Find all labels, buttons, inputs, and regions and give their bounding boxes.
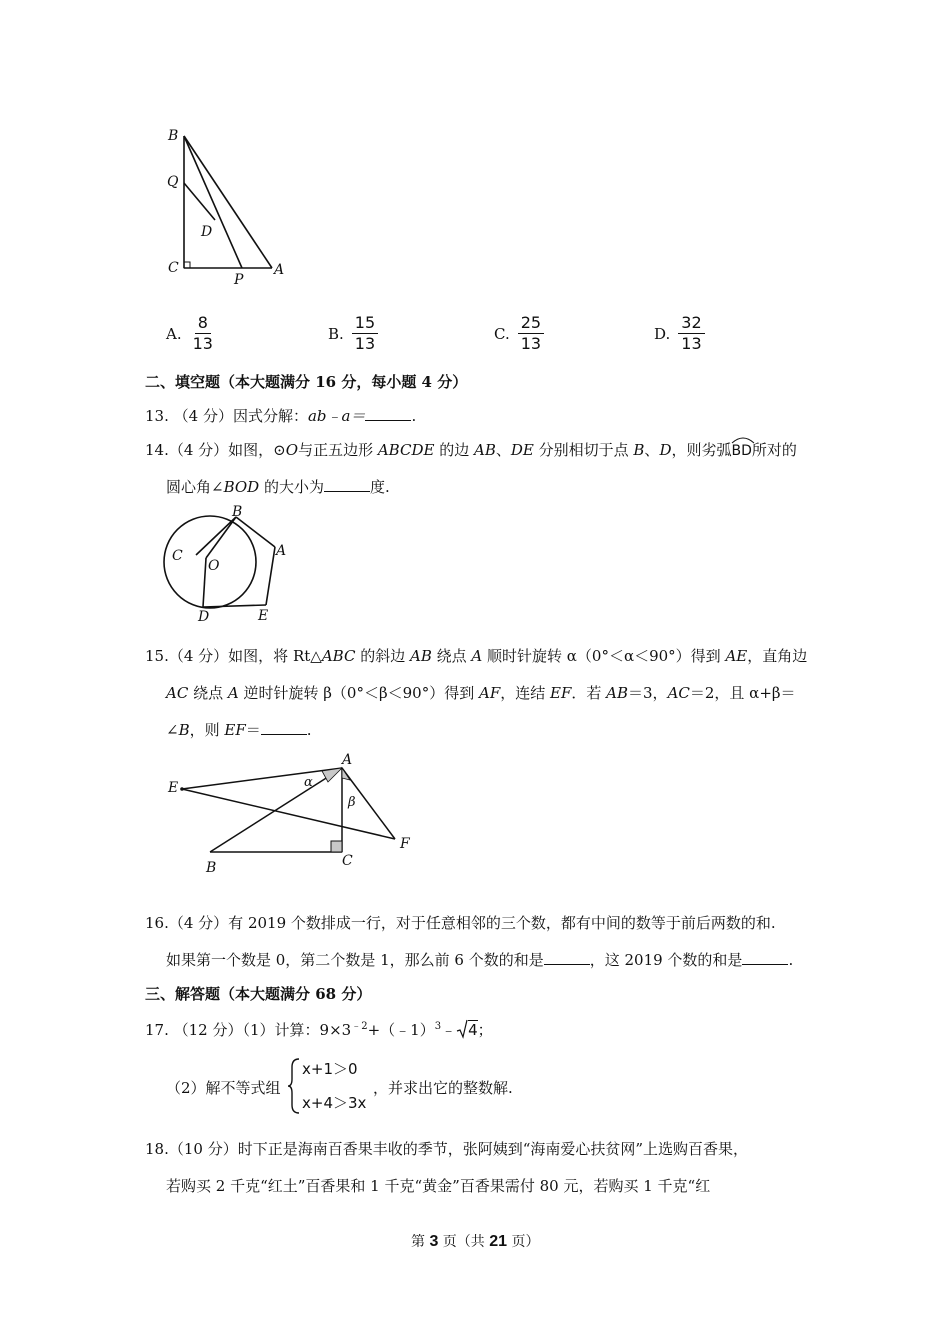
answer-blank[interactable] [544,949,590,965]
sqrt-symbol: 4 [456,1019,478,1039]
question-17-part-2-label: （2）解不等式组 [166,1079,281,1097]
fig15-label-alpha: α [304,775,313,790]
question-17-part-2-text: ，并求出它的整数解. [373,1079,513,1097]
option-letter: B. [328,324,344,343]
question-15-line-3: ∠B，则 EF＝ . [166,721,312,739]
fig15-label-e: E [168,780,179,796]
answer-blank[interactable] [324,476,370,492]
fraction: $\frac{15}{13}$ [352,313,378,354]
option-c[interactable] [494,313,544,354]
question-16-line-1: 16.（4 分）有 2019 个数排成一行，对于任意相邻的三个数，都有中间的数等于前后两数的和. [145,914,776,932]
answer-blank[interactable] [742,949,788,965]
question-17-part-1: 17. （12 分）（1）计算：$9\times 3^{﹣2}+(﹣1)^3﹣$ 4； [145,1021,493,1039]
option-d[interactable] [654,313,705,354]
inequality-1: x+1＞0 [302,1060,358,1078]
question-15-line-1: 15.（4 分）如图，将 Rt△ABC 的斜边 AB 绕点 A 顺时针旋转 α（0°＜α＜90°）得到 AE，直角边 [145,647,808,665]
option-b[interactable] [328,313,378,354]
fig12-label-p: P [234,272,244,288]
question-14-line-2: 圆心角∠BOD 的大小为 度. [166,478,390,496]
fig14-label-b: B [232,504,243,520]
fig15-label-c: C [342,853,353,869]
question-15-figure [160,750,430,880]
brace-icon [287,1057,301,1115]
question-15-line-2: AC 绕点 A 逆时针旋转 β（0°＜β＜90°）得到 AF，连结 EF．若 AB＝3，AC＝2，且 α+β＝ [166,684,796,702]
fig12-label-c: C [168,260,179,276]
question-12-figure [160,122,300,292]
question-13: 13. （4 分）因式分解：ab﹣a＝ . [145,407,417,425]
question-18-line-2: 若购买 2 千克“红土”百香果和 1 千克“黄金”百香果需付 80 元，若购买 1 千克“红 [166,1177,711,1195]
fig15-label-b: B [206,860,217,876]
arc-bd: BD [731,441,751,459]
fig12-label-a: A [274,262,285,278]
option-letter: C. [494,324,510,343]
fig15-label-beta: β [348,795,356,810]
fig12-label-b: B [168,128,179,144]
option-letter: D. [654,324,671,343]
fig12-label-d: D [201,224,213,240]
question-14-line-1: 14.（4 分）如图，⊙O与正五边形 ABCDE 的边 AB、DE 分别相切于点 B、D，则劣弧 BD所对的 [145,439,797,460]
question-18-line-1: 18.（10 分）时下正是海南百香果丰收的季节，张阿姨到“海南爱心扶贫网”上选购百香果， [145,1140,749,1158]
fig14-label-d: D [198,609,210,625]
fig15-label-a: A [342,752,353,768]
option-a[interactable] [166,313,216,354]
fraction: $\frac{32}{13}$ [678,313,704,354]
inequality-2: x+4＞3x [302,1094,367,1112]
question-14-figure [158,500,298,628]
answer-blank[interactable] [365,405,411,421]
answer-blank[interactable] [261,719,307,735]
fig12-label-q: Q [167,174,179,190]
option-letter: A. [166,324,182,343]
fig15-label-f: F [400,836,410,852]
fig14-label-c: C [172,548,183,564]
fraction: $\frac{25}{13}$ [518,313,544,354]
fig14-label-e: E [258,608,269,624]
section-3-heading: 三、解答题（本大题满分 68 分） [145,985,372,1003]
fig14-label-o: O [208,558,220,574]
fig14-label-a: A [276,543,287,559]
section-2-heading: 二、填空题（本大题满分 16 分，每小题 4 分） [145,373,468,391]
fraction: $\frac{8}{13}$ [192,313,213,353]
page-footer: 第 3 页（共 21 页） [411,1233,540,1250]
question-16-line-2: 如果第一个数是 0，第二个数是 1，那么前 6 个数的和是 ，这 2019 个数的和是 . [166,951,794,969]
